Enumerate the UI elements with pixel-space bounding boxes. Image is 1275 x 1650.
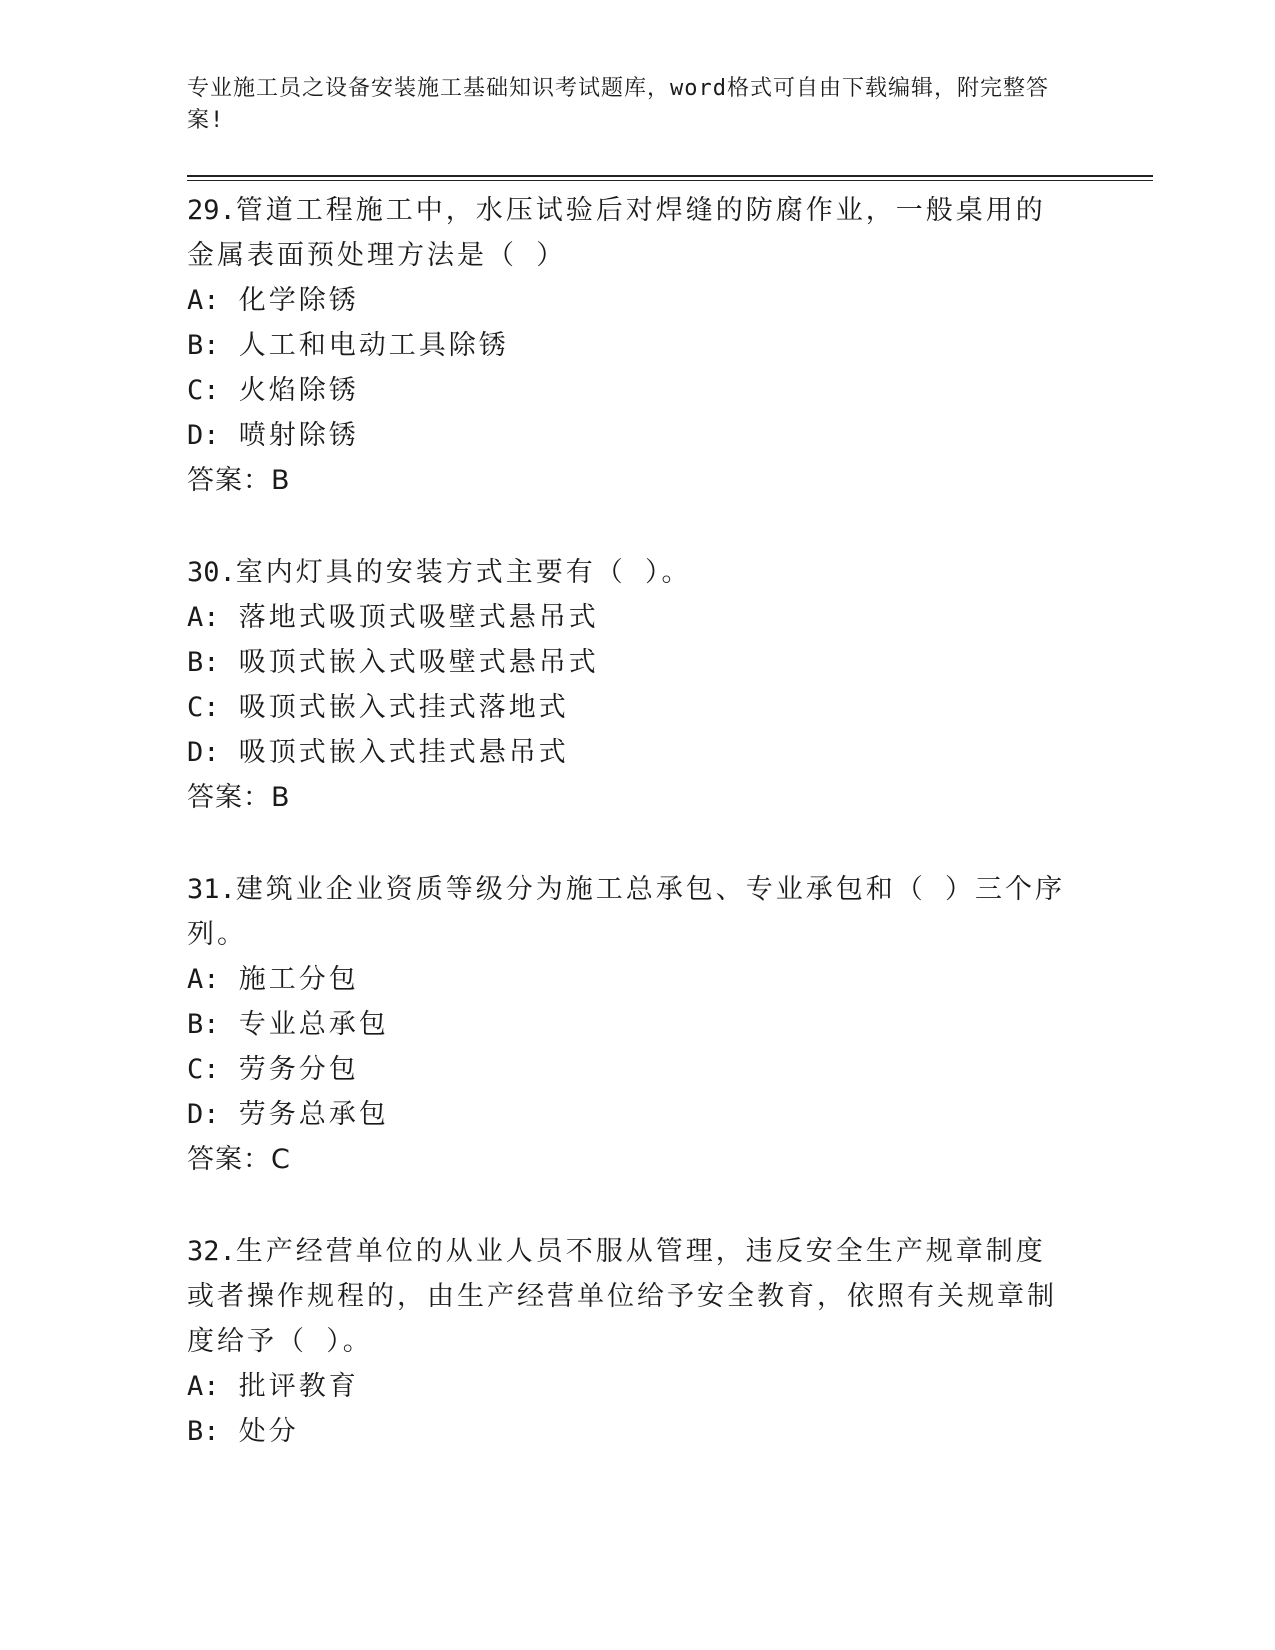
option-letter: D:: [187, 420, 220, 451]
option-text: 劳务总承包: [238, 1099, 389, 1130]
option-text: 化学除锈: [238, 285, 359, 316]
option-d: [187, 1092, 1087, 1137]
option-a: [187, 957, 1087, 1002]
option-letter: B:: [187, 1009, 220, 1040]
answer-line: 答案：B: [187, 465, 291, 496]
option-b: [187, 1002, 1087, 1047]
option-a: [187, 278, 1087, 323]
question-29: [187, 188, 1087, 503]
option-b: [187, 1409, 1087, 1454]
option-text: 施工分包: [238, 964, 359, 995]
option-c: [187, 368, 1087, 413]
option-text: 处分: [238, 1416, 299, 1447]
option-d: [187, 730, 1087, 775]
option-letter: C:: [187, 1054, 220, 1085]
option-letter: D:: [187, 737, 220, 768]
question-30: [187, 550, 1087, 820]
option-letter: A:: [187, 285, 220, 316]
answer-line: 答案：B: [187, 782, 291, 813]
option-text: 吸顶式嵌入式挂式落地式: [238, 692, 569, 723]
question-text: 管道工程施工中，水压试验后对焊缝的防腐作业，一般桌用的金属表面预处理方法是（ ）: [187, 195, 1046, 271]
option-letter: B:: [187, 1416, 220, 1447]
question-stem: [187, 1229, 1067, 1364]
option-text: 人工和电动工具除锈: [238, 330, 509, 361]
option-letter: A:: [187, 964, 220, 995]
question-number: 29.: [187, 195, 236, 226]
question-number: 32.: [187, 1236, 236, 1267]
document-header: 专业施工员之设备安装施工基础知识考试题库，word格式可自由下载编辑，附完整答案!: [187, 76, 1049, 133]
header-divider-thin: [187, 180, 1153, 181]
option-a: [187, 1364, 1087, 1409]
option-d: [187, 413, 1087, 458]
question-list: [187, 188, 1087, 1454]
question-stem: [187, 550, 1067, 595]
option-c: [187, 685, 1087, 730]
option-b: [187, 640, 1087, 685]
option-letter: D:: [187, 1099, 220, 1130]
question-stem: [187, 188, 1067, 278]
option-text: 吸顶式嵌入式挂式悬吊式: [238, 737, 569, 768]
option-letter: A:: [187, 602, 220, 633]
option-letter: C:: [187, 375, 220, 406]
option-text: 吸顶式嵌入式吸壁式悬吊式: [238, 647, 599, 678]
question-32: [187, 1229, 1087, 1454]
option-text: 专业总承包: [238, 1009, 389, 1040]
question-text: 生产经营单位的从业人员不服从管理，违反安全生产规章制度或者操作规程的，由生产经营单位给予安全教育，依照有关规章制度给予（ ）。: [187, 1236, 1057, 1357]
question-text: 室内灯具的安装方式主要有（ ）。: [235, 557, 692, 588]
header-divider-thick: [187, 175, 1153, 177]
option-text: 火焰除锈: [238, 375, 359, 406]
option-letter: C:: [187, 692, 220, 723]
option-a: [187, 595, 1087, 640]
question-stem: [187, 867, 1067, 957]
option-text: 劳务分包: [238, 1054, 359, 1085]
option-letter: B:: [187, 647, 220, 678]
option-text: 落地式吸顶式吸壁式悬吊式: [238, 602, 599, 633]
option-b: [187, 323, 1087, 368]
answer-line: 答案：C: [187, 1144, 291, 1175]
option-c: [187, 1047, 1087, 1092]
question-number: 31.: [187, 874, 236, 905]
option-text: 批评教育: [238, 1371, 359, 1402]
question-31: [187, 867, 1087, 1182]
question-number: 30.: [187, 557, 236, 588]
option-letter: A:: [187, 1371, 220, 1402]
question-text: 建筑业企业资质等级分为施工总承包、专业承包和（ ）三个序列。: [187, 874, 1066, 950]
option-text: 喷射除锈: [238, 420, 359, 451]
option-letter: B:: [187, 330, 220, 361]
